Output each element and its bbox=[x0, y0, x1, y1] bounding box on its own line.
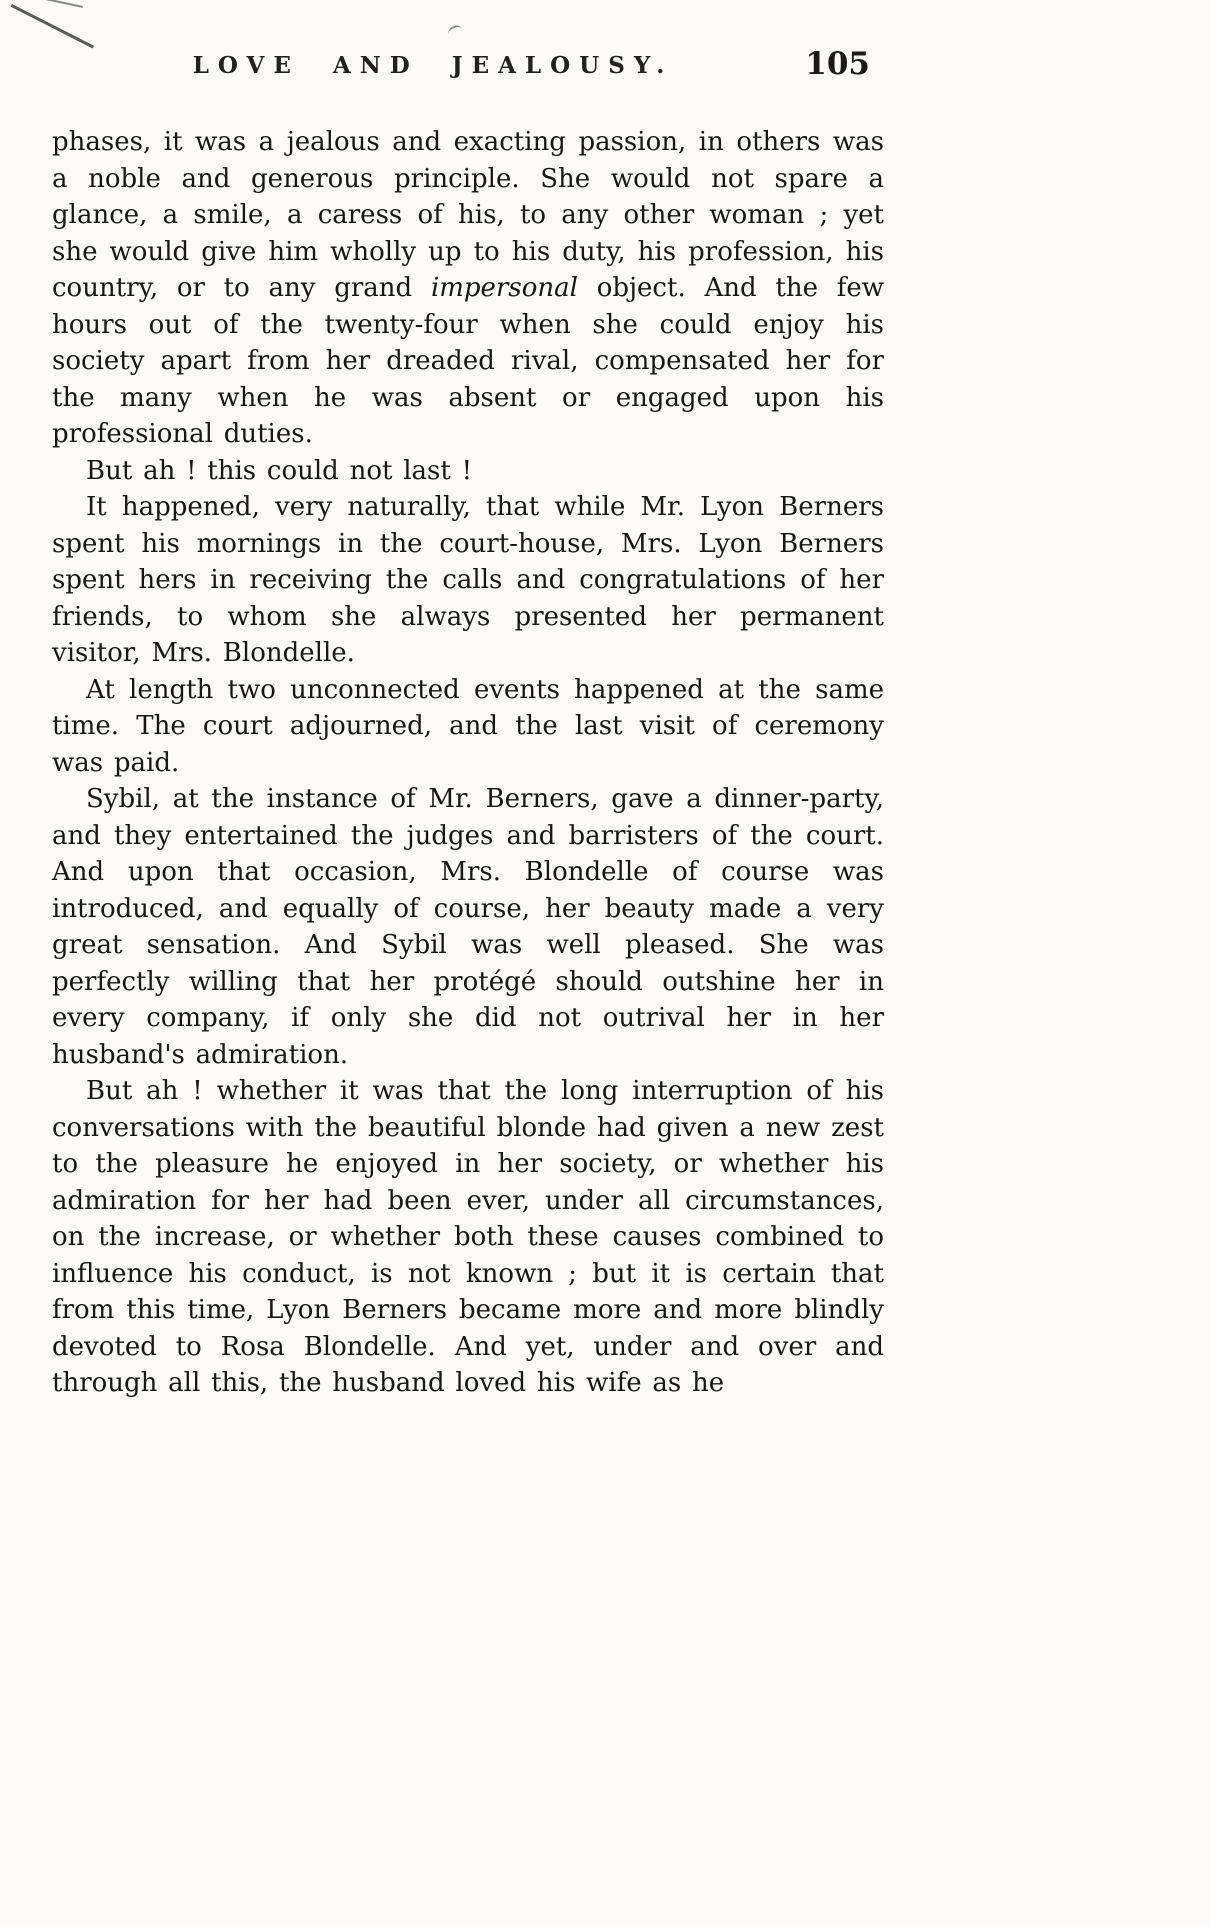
text-segment: But ah ! whether it was that the long interruption of his conversations with the beautiful blonde had given a new zest to the pleasure he enjoyed in her society, or whether his admiration for her had been ever, under all circumstances, on the increase, or whether both these causes combined to influence his conduct, is not known ; but it is certain that from this time, Lyon Berners became more and more blindly devoted to Rosa Blondelle. And yet, under and over and through all this, the husband loved his wife as he bbox=[52, 1076, 884, 1398]
text-segment: At length two unconnected events happened at the same time. The court adjourned, and the last visit of ceremony was paid. bbox=[52, 674, 884, 778]
italic-text: impersonal bbox=[430, 273, 578, 303]
paragraph bbox=[52, 124, 884, 453]
running-head bbox=[52, 46, 884, 90]
ink-smudge bbox=[446, 24, 463, 40]
text-segment: Sybil, at the instance of Mr. Berners, gave a dinner-party, and they entertained the judges and barristers of the court. And upon that occasion, Mrs. Blondelle of course was introduced, and equally of course, her beauty made a very great sensation. And Sybil was well pleased. She was perfectly willing that her protégé should outshine her in every company, if only she did not outrival her in her husband's admiration. bbox=[52, 784, 884, 1070]
crease-line bbox=[36, 0, 83, 8]
body-text bbox=[52, 124, 884, 1402]
paragraph bbox=[52, 489, 884, 672]
paragraph bbox=[52, 453, 884, 490]
text-segment: But ah ! this could not last ! bbox=[86, 455, 473, 486]
paragraph bbox=[52, 1073, 884, 1402]
page-content bbox=[52, 46, 884, 1402]
text-segment: object. And the few hours out of the twenty-four when she could enjoy his society apart from her dreaded rival, compensated her for the many when he was absent or engaged upon his professional duties. bbox=[52, 273, 884, 449]
paragraph bbox=[52, 672, 884, 782]
text-segment: phases, it was a jealous and exacting passion, in others was a noble and generous principle. She would not spare a glance, a smile, a caress of his, to any other woman ; yet she would give him wholly up to his duty, his profession, his country, or to any grand bbox=[52, 127, 884, 303]
page-number: 105 bbox=[805, 46, 870, 82]
paragraph bbox=[52, 781, 884, 1073]
text-segment: It happened, very naturally, that while Mr. Lyon Berners spent his mornings in the court-house, Mrs. Lyon Berners spent hers in receiving the calls and congratulations of her friends, to whom she always presented her permanent visitor, Mrs. Blondelle. bbox=[52, 492, 884, 668]
chapter-running-title: LOVE AND JEALOUSY. bbox=[192, 52, 674, 79]
crease-line bbox=[11, 4, 94, 48]
